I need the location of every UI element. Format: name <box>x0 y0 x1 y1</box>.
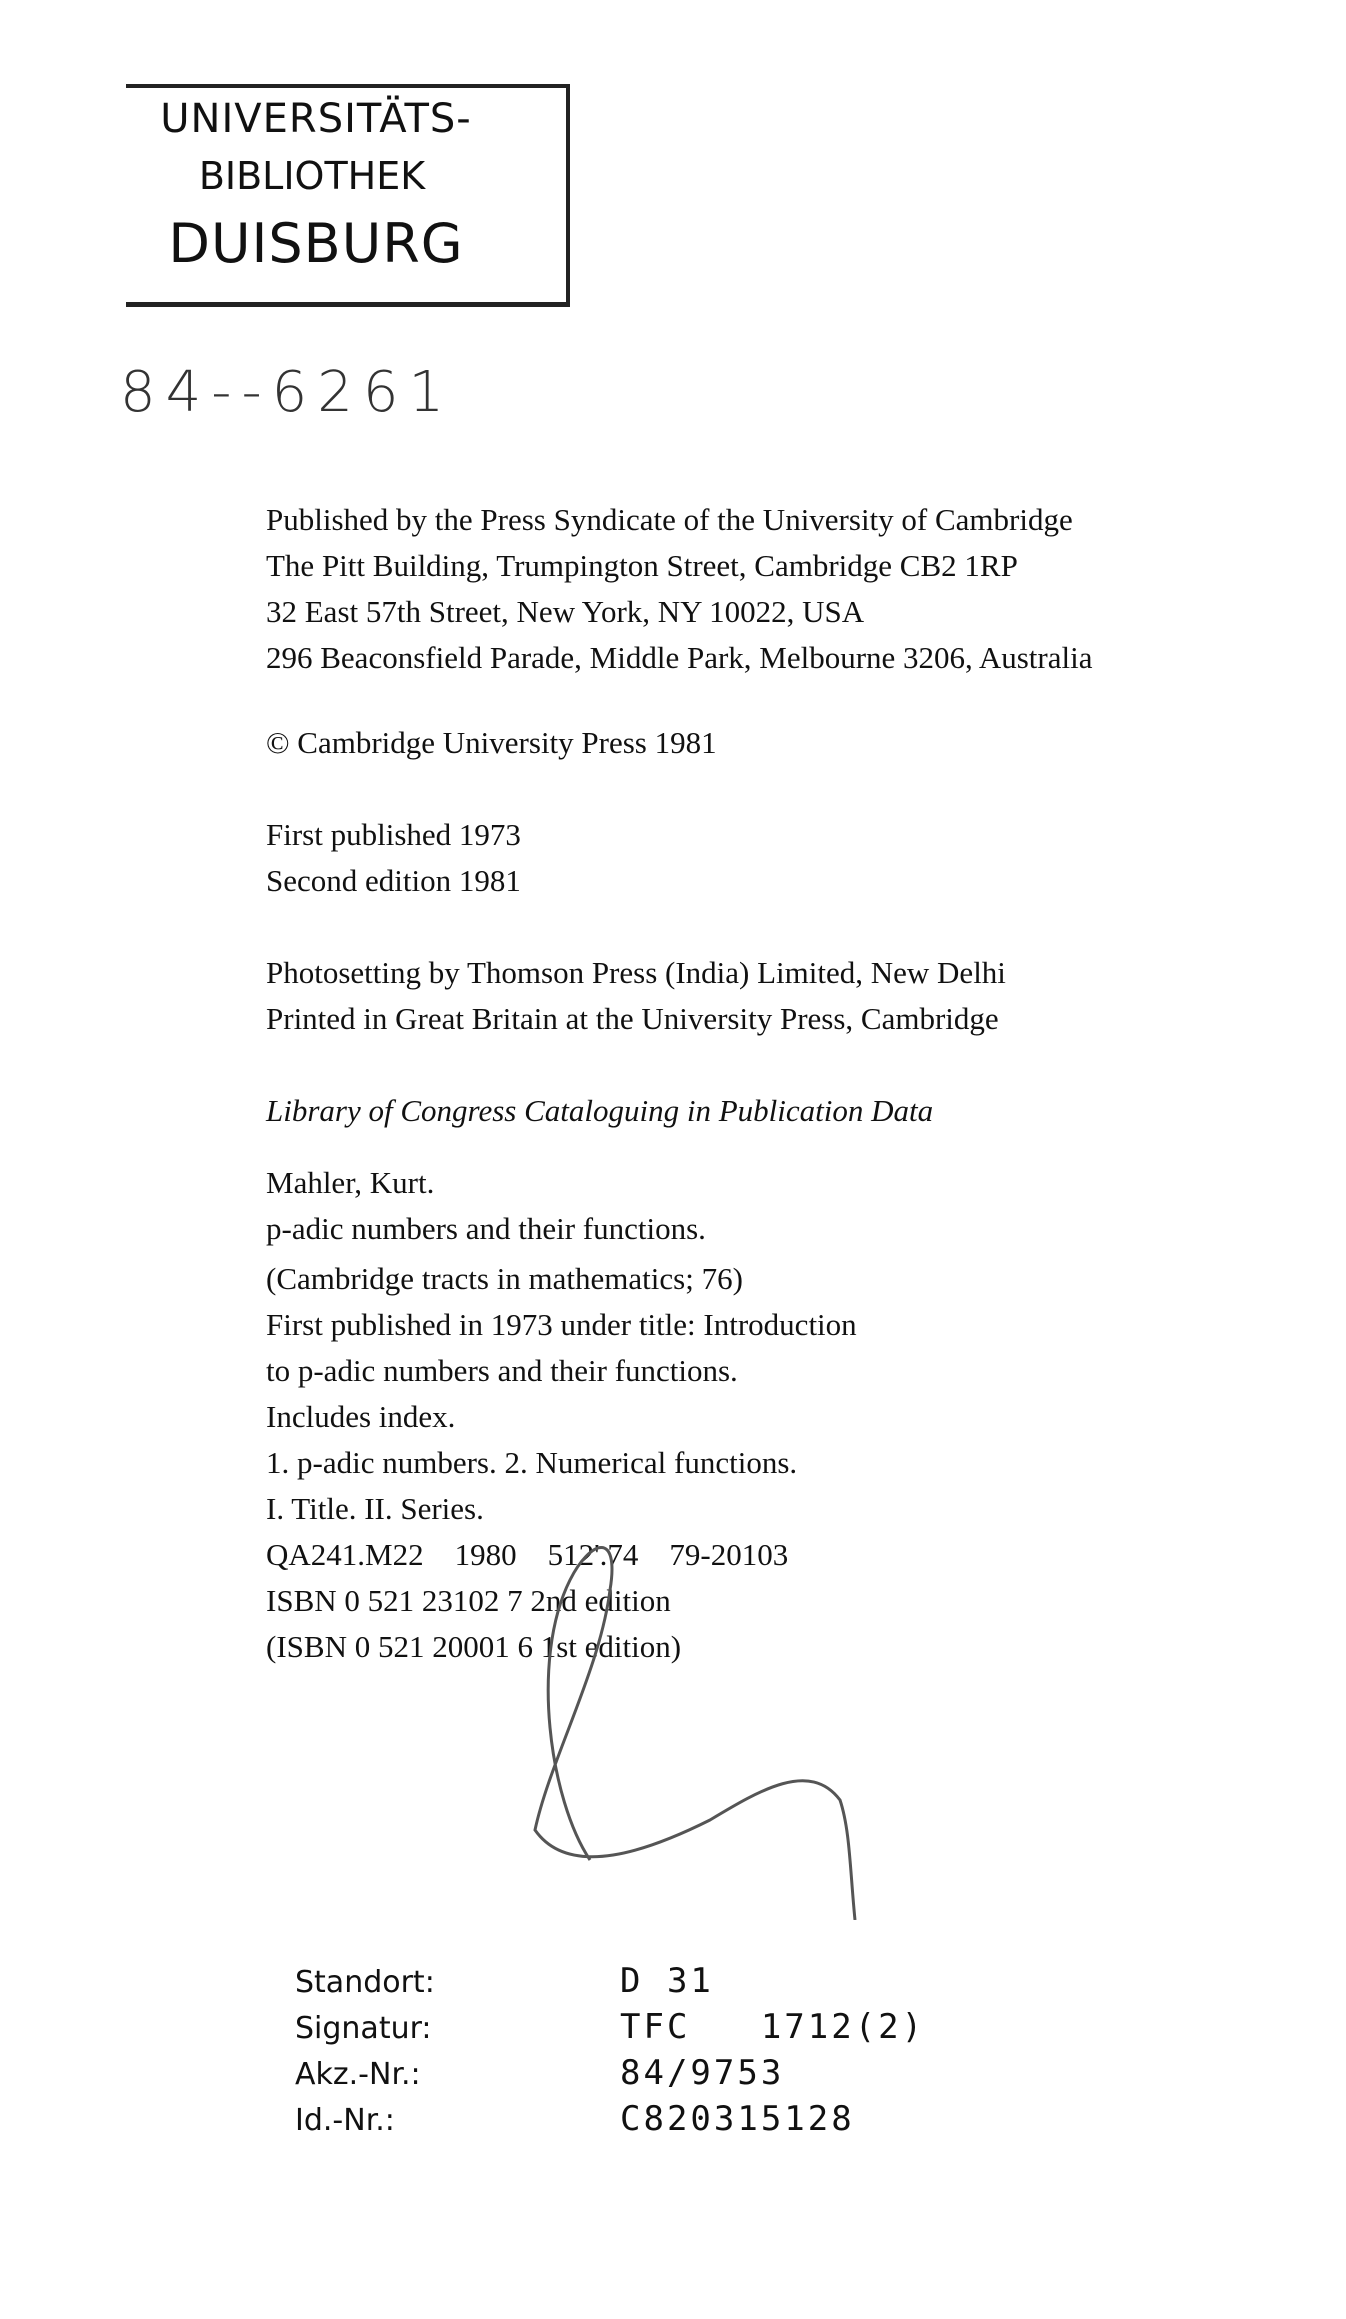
library-label-values <box>620 1958 925 2142</box>
cip-note: First published in 1973 under title: Introduction <box>266 1307 857 1342</box>
photosetting-line: Photosetting by Thomson Press (India) Limited, New Delhi <box>266 955 1006 990</box>
akz-nr-value: 84/9753 <box>620 2053 785 2093</box>
cip-classification: QA241.M22 1980 512'.74 79-20103 <box>266 1537 789 1572</box>
edition-history <box>266 812 521 904</box>
second-edition-line: Second edition 1981 <box>266 863 521 898</box>
publisher-line: 32 East 57th Street, New York, NY 10022, USA <box>266 594 865 629</box>
akz-nr-label: Akz.-Nr.: <box>295 2057 421 2092</box>
cip-isbn-first-edition: (ISBN 0 521 20001 6 1st edition) <box>266 1629 682 1664</box>
stamp-line-duisburg: DUISBURG <box>168 212 464 275</box>
signatur-label: Signatur: <box>295 2011 432 2046</box>
cip-series: (Cambridge tracts in mathematics; 76) <box>266 1261 743 1296</box>
stamp-line-bibliothek: BIBLIOTHEK <box>198 154 426 198</box>
id-nr-label: Id.-Nr.: <box>295 2103 395 2138</box>
cip-title: p-adic numbers and their functions. <box>266 1211 706 1246</box>
publisher-line: The Pitt Building, Trumpington Street, Cambridge CB2 1RP <box>266 548 1018 583</box>
publisher-line: 296 Beaconsfield Parade, Middle Park, Melbourne 3206, Australia <box>266 640 1093 675</box>
library-stamp <box>126 84 570 307</box>
cip-note: to p-adic numbers and their functions. <box>266 1353 738 1388</box>
id-nr-value: C820315128 <box>620 2099 855 2139</box>
cip-subjects: 1. p-adic numbers. 2. Numerical functions. <box>266 1445 798 1480</box>
printed-line: Printed in Great Britain at the University Press, Cambridge <box>266 1001 999 1036</box>
copyright-notice: © Cambridge University Press 1981 <box>266 725 717 760</box>
cip-author-title <box>266 1160 706 1252</box>
signatur-value: TFC 1712(2) <box>620 2007 926 2047</box>
handwritten-accession-number: 84--6261 <box>120 360 455 425</box>
stamp-line-universitaets: UNIVERSITÄTS- <box>160 96 472 142</box>
printing-info <box>266 950 1006 1042</box>
cip-isbn-second-edition: ISBN 0 521 23102 7 2nd edition <box>266 1583 671 1618</box>
publisher-line: Published by the Press Syndicate of the University of Cambridge <box>266 502 1073 537</box>
standort-value: D 31 <box>620 1961 714 2001</box>
handwritten-signature <box>510 1500 890 1920</box>
first-edition-line: First published 1973 <box>266 817 521 852</box>
cip-author: Mahler, Kurt. <box>266 1165 435 1200</box>
cip-tracings: I. Title. II. Series. <box>266 1491 484 1526</box>
cip-index: Includes index. <box>266 1399 456 1434</box>
standort-label: Standort: <box>295 1965 435 2000</box>
library-label-keys <box>295 1960 435 2144</box>
cip-heading: Library of Congress Cataloguing in Publication Data <box>266 1093 934 1128</box>
publisher-block <box>266 497 1092 681</box>
